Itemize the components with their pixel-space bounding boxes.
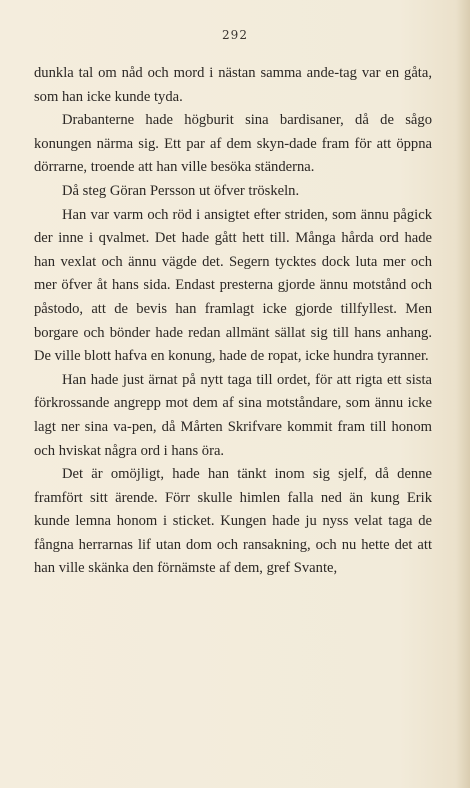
paragraph: Drabanterne hade högburit sina bardisaner, då de sågo konungen närma sig. Ett par af dem skyn-dade fram för att öppna dörrarne, troende att han ville besöka ständerna. xyxy=(34,112,432,176)
body-text xyxy=(34,62,432,581)
paragraph: Han hade just ärnat på nytt taga till ordet, för att rigta ett sista förkrossande angrepp mot dem af sina motståndare, som ännu icke lagt ner sina va-pen, då Mårten Skrifvare kommit fram till honom och hviskat några ord i hans öra. xyxy=(34,371,432,459)
page-number: 292 xyxy=(222,28,248,42)
paragraph: Det är omöjligt, hade han tänkt inom sig sjelf, då denne framfört sitt ärende. Förr skulle himlen falla ned än kung Erik kunde lemna honom i sticket. Kungen hade ju nyss velat taga de fångna herrarnas lif utan dom och ransakning, och nu hette det att han ville skänka den förnämste af dem, gref Svante, xyxy=(34,466,432,577)
paragraph-continuation: dunkla tal om nåd och mord i nästan samma ande-tag var en gåta, som han icke kunde tyda. xyxy=(34,65,432,105)
paragraph: Han var varm och röd i ansigtet efter striden, som ännu pågick der inne i qvalmet. Det hade gått hett till. Många hårda ord hade han vexlat och ännu vägde det. Segern tycktes dock luta mer och mer öfver åt hans sida. Endast presterna gjorde ännu motstånd och påstodo, att de bevis han framlagt icke gjorde tillfyllest. Men borgare och bönder hade redan allmänt sällat sig till hans anhang. De ville blott hafva en konung, hade de ropat, icke hundra tyranner. xyxy=(34,206,432,365)
paragraph: Då steg Göran Persson ut öfver tröskeln. xyxy=(62,182,300,199)
